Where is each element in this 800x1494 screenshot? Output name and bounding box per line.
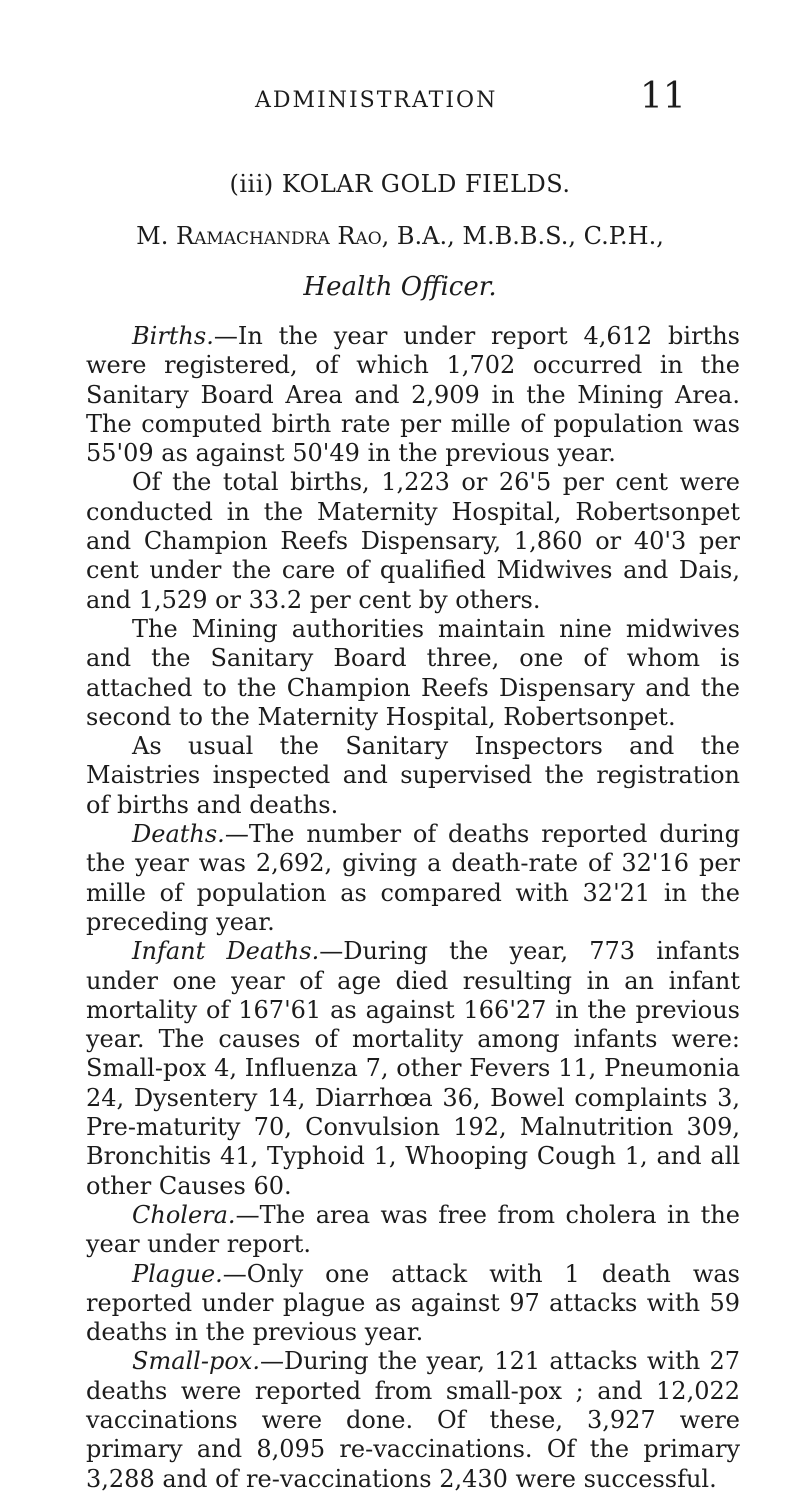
body-text	[86, 322, 740, 1494]
paragraph-births	[86, 322, 740, 468]
author-name: Ramachandra Rao,	[176, 222, 390, 250]
paragraph-total-births	[86, 468, 740, 614]
paragraph-text: The Mining authorities maintain nine midwives and the Sanitary Board three, one of whom is attached to the Champion Reefs Dispensary and the second to the Maternity Hospital, Robertsonpet.	[86, 614, 740, 731]
paragraph-midwives	[86, 615, 740, 732]
paragraph-text: —In the year under report 4,612 births were registered, of which 1,702 occurred in the Sanitary Board Area and 2,909 in the Mining Area. The computed birth rate per mille of population was 55'09 as against 50'49 in the previous year.	[86, 322, 740, 468]
author-prefix: M.	[136, 222, 176, 250]
paragraph-text: As usual the Sanitary Inspectors and the Maistries inspected and supervised the registration of births and deaths.	[86, 732, 740, 819]
paragraph-text: —During the year, 773 infants under one year of age died resulting in an infant mortality of 167'61 as against 166'27 in the previous year. The causes of mortality among infants were: Small-pox 4, Influenza 7, other Fevers 11, Pneumonia 24, Dysentery 14, Diarrhœa 36, Bowel complaints 3, Pre-maturity 70, Convulsion 192, Malnutrition 309, Bronchitis 41, Typhoid 1, Whooping Cough 1, and all other Causes 60.	[86, 937, 740, 1200]
paragraph-text: —The number of deaths reported during the year was 2,692, giving a death-rate of 32'16 per mille of population as compared with 32'21 in the preceding year.	[86, 820, 740, 936]
paragraph-inspectors	[86, 732, 740, 820]
paragraph-plague	[86, 1260, 740, 1348]
paragraph-small-pox	[86, 1347, 740, 1493]
paragraph-text: —Only one attack with 1 death was reported under plague as against 97 attacks with 59 deaths in the previous year.	[86, 1259, 740, 1347]
paragraph-lead: Deaths.	[132, 820, 225, 849]
author-line	[0, 222, 800, 250]
paragraph-lead: Infant Deaths.	[132, 937, 320, 966]
paragraph-lead: Births.	[132, 322, 214, 350]
author-degrees: B.A., M.B.B.S., C.P.H.,	[389, 222, 664, 250]
running-title: ADMINISTRATION	[255, 88, 498, 113]
officer-title: Health Officer.	[303, 272, 497, 302]
paragraph-lead: Small-pox.	[132, 1347, 260, 1376]
paragraph-infant-deaths	[86, 937, 740, 1201]
paragraph-lead: Cholera.	[132, 1200, 236, 1229]
paragraph-lead: Plague.	[132, 1259, 223, 1288]
section-title: (iii) KOLAR GOLD FIELDS.	[229, 170, 571, 198]
paragraph-cholera	[86, 1201, 740, 1260]
paragraph-deaths	[86, 820, 740, 937]
paragraph-text: —The area was free from cholera in the year under report.	[86, 1200, 740, 1259]
page-number: 11	[640, 76, 686, 117]
paragraph-text: Of the total births, 1,223 or 26'5 per cent were conducted in the Maternity Hospital, Robertsonpet and Champion Reefs Dispensary, 1,860 or 40'3 per cent under the care of qualified Midwives and Dais, and 1,529 or 33.2 per cent by others.	[86, 468, 740, 614]
paragraph-text: —During the year, 121 attacks with 27 deaths were reported from small-pox ; and 12,022 vaccinations were done. Of these, 3,927 were primary and 8,095 re-vaccinations. Of the primary 3,288 and of re-vaccinations 2,430 were successful.	[86, 1347, 740, 1493]
